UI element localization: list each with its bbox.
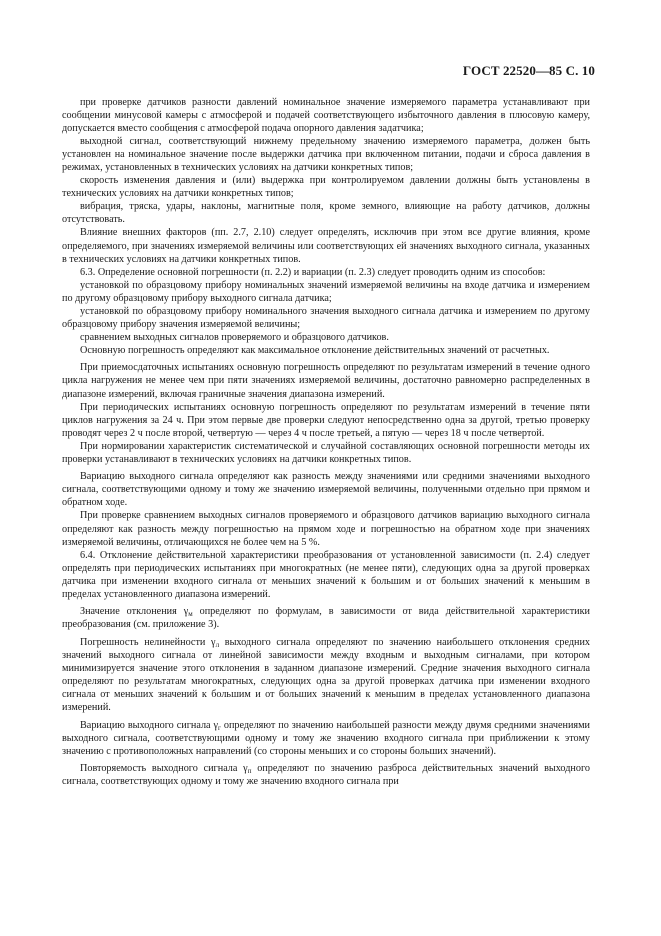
paragraph: сравнением выходных сигналов проверяемого и образцового датчиков. [80, 331, 389, 343]
paragraph: вибрация, тряска, удары, наклоны, магнитные поля, кроме земного, влияющие на работу датчиков, должны отсутствовать. [62, 201, 590, 226]
paragraph: Повторяемость выходного сигнала $\gamma_п$ определяют по значению разброса действительных значений выходного сигнала, соответствующих одному и тому же значению входного сигнала при [62, 763, 590, 788]
paragraph: скорость изменения давления и (или) выдержка при контролируемом давлении должны быть установлены в технических условиях на датчики конкретных типов; [62, 175, 590, 200]
paragraph: Вариацию выходного сигнала определяют как разность между значениями или средними значениями выходного сигнала, соответствующими одному и тому же значению измеряемой величины, полученными отдельно при прямом и обратном ходе. [62, 471, 590, 509]
paragraph: при проверке датчиков разности давлений номинальное значение измеряемого параметра устанавливают при сообщении минусовой камеры с атмосферой и подачей соответствующего избыточного давления в плюсовую камеру, допускается вместо сообщения с атмосферой подача опорного давления задатчика; [62, 97, 590, 135]
paragraph: 6.3. Определение основной погрешности (п. 2.2) и вариации (п. 2.3) следует проводить одним из способов: [80, 266, 546, 278]
paragraph: При приемосдаточных испытаниях основную погрешность определяют по результатам измерений в течение одного цикла нагружения не менее чем при пяти значениях измеряемой величины, достаточно равномерно распределенных в диапазоне измерений, включая граничные значения диапазона измерений. [62, 362, 590, 400]
paragraph: выходной сигнал, соответствующий нижнему предельному значению измеряемого параметра, должен быть установлен на номинальное значение после выдержки датчика при включенном питании, подачи и сброса давления в режимах, установленных в технических условиях на датчики конкретных типов; [62, 136, 590, 174]
paragraph: 6.4. Отклонение действительной характеристики преобразования от установленной зависимости (п. 2.4) следует определять при периодических испытаниях при многократных (не менее пяти), следующих одна за другой проверках датчика при изменении входного сигнала от меньших значений к большим и от больших значений к меньшим в пределах установленного диапазона измерений. [62, 549, 590, 600]
paragraph: При периодических испытаниях основную погрешность определяют по результатам измерений в течение пяти циклов нагружения за 24 ч. При этом первые две проверки следуют непосредственно одна за другой, третью проверку проводят через 2 ч после второй, четвертую — через 4 ч после третьей, а пятую — через 18 ч после четвертой. [62, 401, 590, 439]
paragraph: Значение отклонения $\gamma_м$ определяют по формулам, в зависимости от вида действительной характеристики преобразования (см. приложение 3). [62, 606, 591, 631]
paragraph: При нормировании характеристик систематической и случайной составляющих основной погрешности методы их проверки устанавливают в технических условиях на датчики конкретных типов. [62, 440, 590, 465]
document-body [62, 96, 590, 788]
paragraph: установкой по образцовому прибору номинальных значений измеряемой величины на входе датчика и измерением по другому образцовому прибору выходного сигнала датчика; [62, 279, 590, 304]
paragraph: Вариацию выходного сигнала $\gamma_г$ определяют по значению наибольшей разности между двумя средними значениями выходного сигнала, соответствующими одному и тому же значению входного сигнала при приближении к этому значению с противоположных направлений (со стороны меньших и со стороны больших значений). [62, 719, 590, 757]
paragraph: установкой по образцовому прибору номинального значения выходного сигнала датчика и измерением по другому образцовому прибору значения измеряемой величины; [62, 305, 590, 330]
paragraph: Основную погрешность определяют как максимальное отклонение действительных значений от расчетных. [80, 344, 550, 356]
page-header: ГОСТ 22520—85 С. 10 [462, 63, 595, 78]
paragraph: При проверке сравнением выходных сигналов проверяемого и образцового датчиков вариацию выходного сигнала определяют как разность между погрешностью на прямом ходе и погрешностью на обратном ходе при значениях измеряемой величины, отличающихся не более чем на 5 %. [62, 510, 590, 548]
paragraph: Погрешность нелинейности $\gamma_л$ выходного сигнала определяют по значению наибольшего отклонения средних значений выходного сигнала от линейной зависимости между входным и выходным сигналами, при котором минимизируется значение этого отклонения в заданном диапазоне измерений. Средние значения выходного сигнала определяют по результатам многократных, следующих одна за другой проверках датчика при изменении входного сигнала от меньших значений к большим и от больших значений к меньшим в пределах установленного диапазона измерений. [62, 636, 591, 714]
paragraph: Влияние внешних факторов (пп. 2.7, 2.10) следует определять, исключив при этом все другие влияния, кроме определяемого, при значениях измеряемой величины или соответствующих ей значениях выходного сигнала, указанных в технических условиях на датчики конкретных типов. [62, 227, 590, 265]
